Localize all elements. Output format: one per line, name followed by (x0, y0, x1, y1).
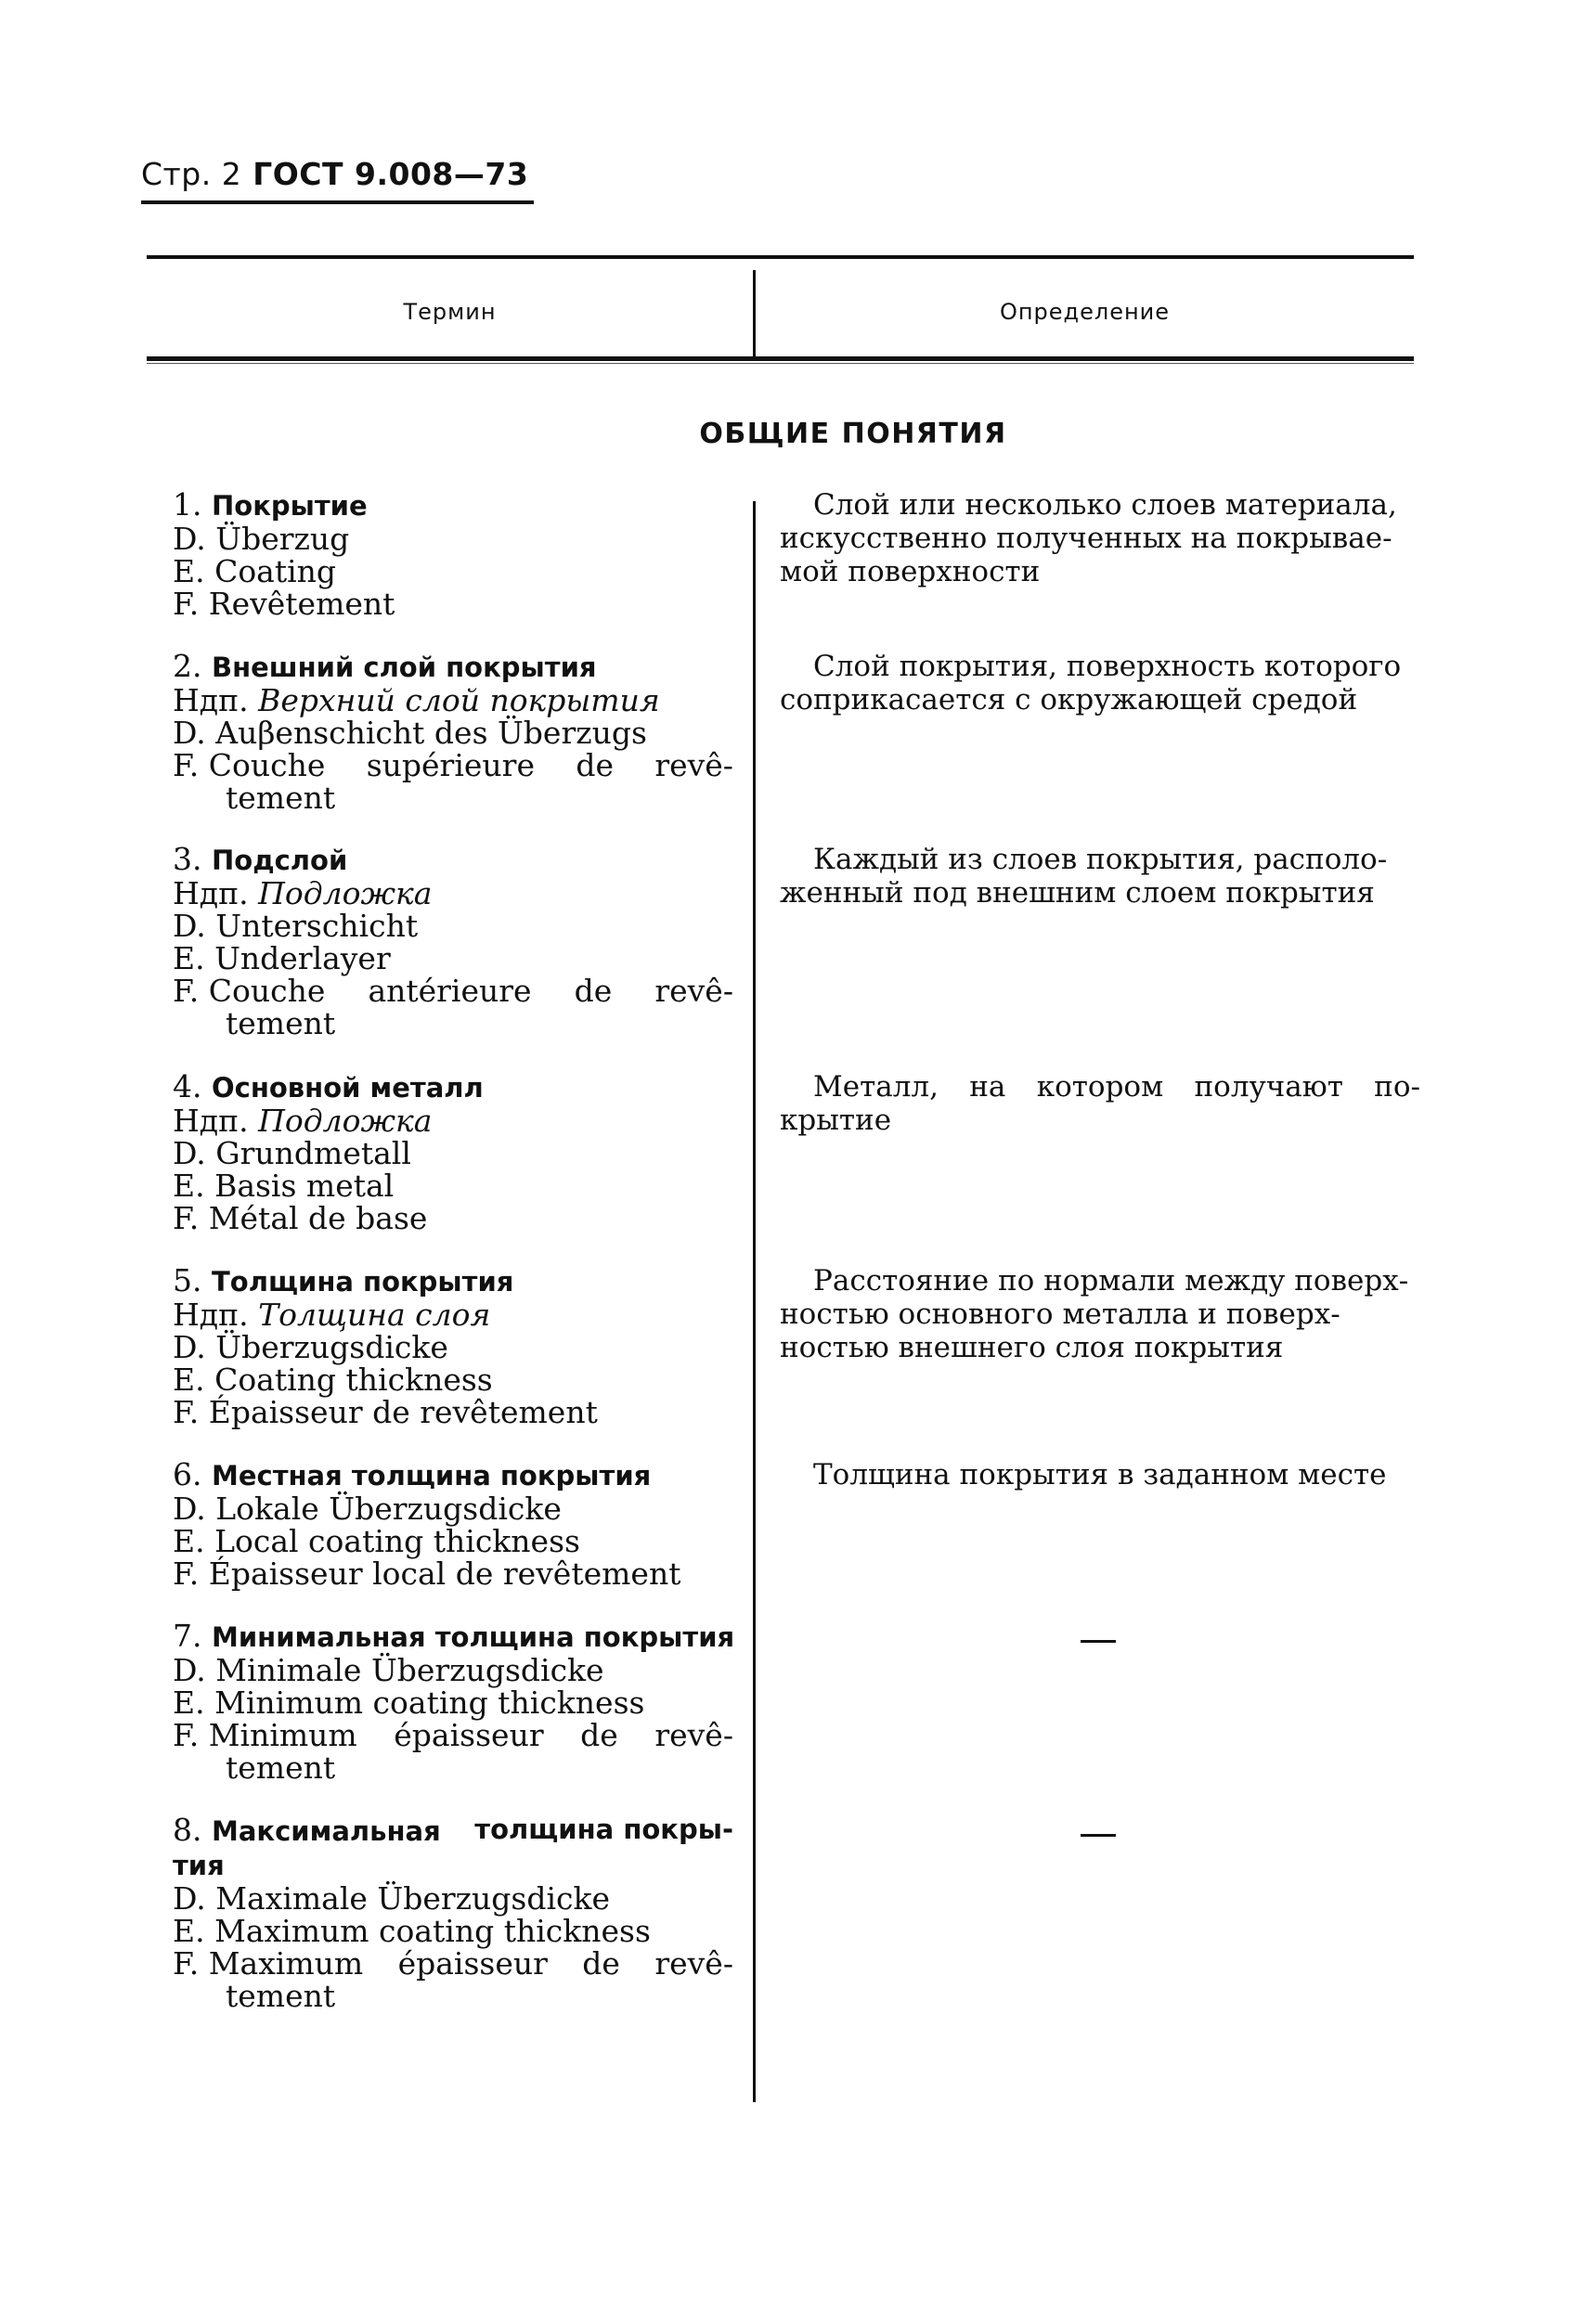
definition-6: Толщина покрытия в заданном месте (813, 1458, 1387, 1491)
column-divider-body (753, 501, 756, 2102)
table-head-rule (147, 356, 1414, 361)
definition-dash-7 (1081, 1640, 1116, 1643)
definition-4: Металл, на котором получают по- крытие (780, 1070, 1420, 1137)
term-name: Минимальная толщина покрытия (212, 1621, 735, 1653)
term-entry-3: 3. Подслой Ндп. Подложка D. Unterschicht E. Underlayer F. Couche antérieure de revê- tement (173, 841, 733, 1041)
term-name: Местная толщина покрытия (212, 1460, 652, 1491)
definition-5: Расстояние по нормали между поверх- ностью основного металла и поверх- ностью внешнего слоя покрытия (780, 1264, 1409, 1364)
term-entry-1: 1. Покрытие D. Überzug E. Coating F. Revêtement (173, 486, 395, 622)
header-rule (141, 200, 534, 204)
column-header-term: Термин (403, 299, 497, 325)
term-entry-5: 5. Толщина покрытия Ндп. Толщина слоя D. Überzugsdicke E. Coating thickness F. Épaisseur de revêtement (173, 1262, 598, 1430)
term-name: Основной металл (212, 1072, 484, 1104)
page-number: Стр. 2 (141, 156, 242, 192)
definition-dash-8 (1081, 1834, 1116, 1837)
definition-2: Слой покрытия, поверхность которого соприкасается с окружающей средой (780, 650, 1402, 717)
term-name: Толщина покрытия (212, 1266, 514, 1298)
page-header (141, 156, 528, 192)
term-name: Покрытие (212, 490, 368, 522)
column-header-definition: Определение (999, 299, 1171, 325)
term-entry-7: 7. Минимальная толщина покрытия D. Minimale Überzugsdicke E. Minimum coating thickness F. Minimum épaisseur de revê- tement (173, 1618, 735, 1786)
definition-1: Слой или несколько слоев материала, искусственно полученных на покрывае- мой поверхности (780, 488, 1397, 588)
term-entry-2: 2. Внешний слой покрытия Ндп. Верхний слой покрытия D. Auβenschicht des Überzugs F. Couche supérieure de revê- tement (173, 648, 733, 816)
table-top-rule (147, 255, 1414, 259)
table-head-rule-thin (147, 363, 1414, 364)
term-name: Максимальная (212, 1815, 441, 1847)
definition-3: Каждый из слоев покрытия, располо- женный под внешним слоем покрытия (780, 843, 1388, 910)
standard-code: ГОСТ 9.008—73 (253, 156, 529, 192)
term-entry-4: 4. Основной металл Ндп. Подложка D. Grundmetall E. Basis metal F. Métal de base (173, 1068, 484, 1236)
term-entry-6: 6. Местная толщина покрытия D. Lokale Überzugsdicke E. Local coating thickness F. Épaisseur local de revêtement (173, 1456, 681, 1592)
section-title: ОБЩИЕ ПОНЯТИЯ (699, 418, 1007, 450)
term-entry-8: 8. Максимальная толщина покры- тия D. Maximale Überzugsdicke E. Maximum coating thickness F. Maximum épaisseur de revê- tement (173, 1812, 733, 2014)
term-name: Подслой (212, 845, 348, 876)
term-name: Внешний слой покрытия (212, 652, 597, 683)
